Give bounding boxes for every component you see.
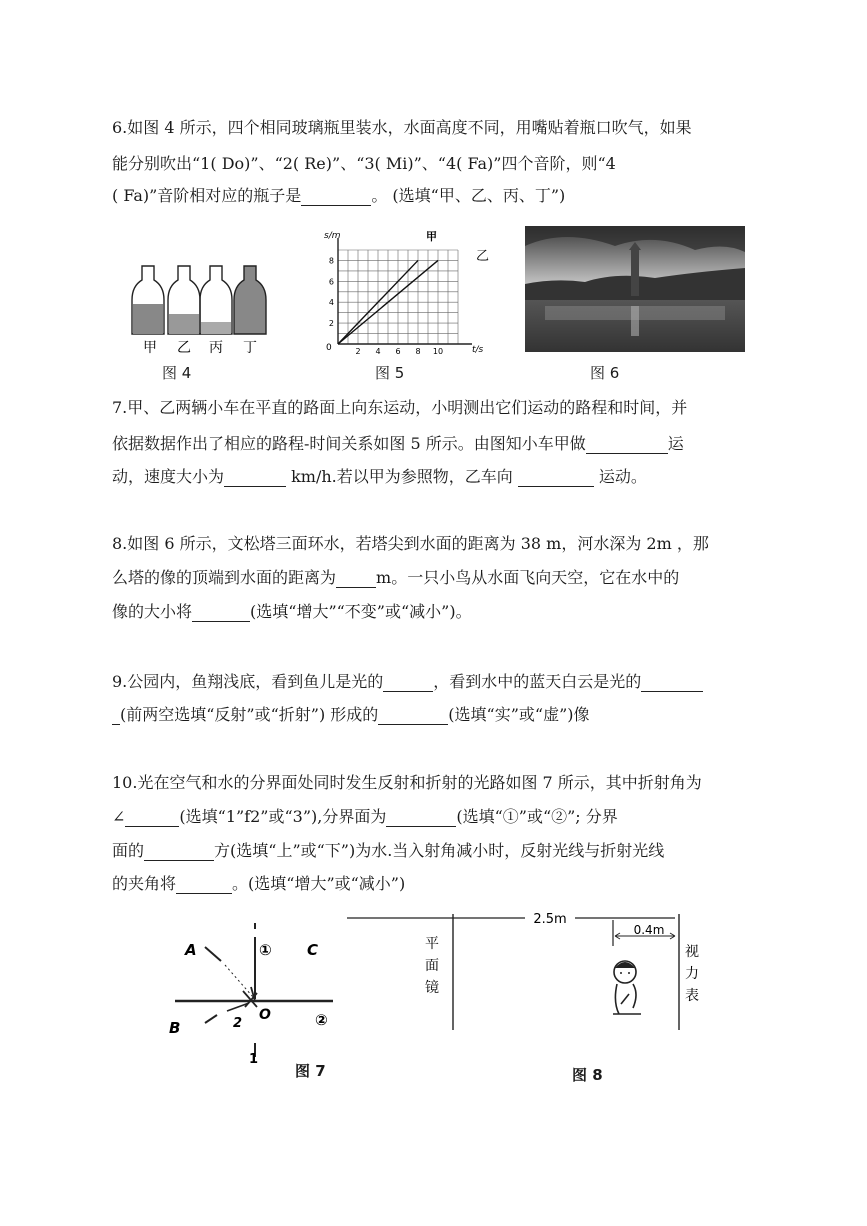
q7-text: 运动。 (593, 467, 647, 486)
q10-text: 。(选填“增大”或“减小”) (232, 874, 406, 893)
q7-answer-blank-1[interactable] (586, 437, 668, 454)
figure-8-caption: 图 8 (572, 1066, 603, 1084)
mirror-label-char: 镜 (425, 980, 439, 996)
q7-text: 依据数据作出了相应的路程-时间关系如图 5 所示。由图知小车甲做 (112, 434, 586, 453)
q9-text: (选填“实”或“虚”)像 (448, 705, 590, 724)
q9-answer-blank-2-cont[interactable] (112, 708, 120, 725)
bottle-yi (168, 266, 200, 334)
series-label-yi: 乙 (476, 249, 490, 264)
q10-answer-blank-2[interactable] (386, 810, 456, 827)
q8-text: 像的大小将 (112, 602, 193, 621)
dist-total-label: 2.5m (533, 912, 567, 927)
y-tick-label: 2 (328, 319, 334, 329)
q9-answer-blank-1[interactable] (383, 675, 433, 692)
bottle-bing (200, 266, 232, 334)
q6-line-2: 能分别吹出“1( Do)”、“2( Re)”、“3( Mi)”、“4( Fa)”四个音阶，则“4 (112, 154, 616, 173)
q8-line-2 (112, 568, 679, 588)
q10-line-2 (112, 807, 618, 827)
q9-answer-blank-2[interactable] (641, 675, 703, 692)
label-circle-1: ① (259, 941, 272, 959)
q10-line-3 (112, 841, 664, 861)
bottle-label: 乙 (177, 340, 191, 356)
q7-answer-blank-2[interactable] (224, 470, 286, 487)
q8-line-3 (112, 602, 472, 622)
x-tick-label: 10 (432, 347, 444, 356)
q8-answer-blank-2[interactable] (192, 605, 250, 622)
q9-answer-blank-3[interactable] (378, 708, 448, 725)
q8-text: 么塔的像的顶端到水面的距离为 (112, 568, 337, 587)
label-angle-2: 2 (233, 1016, 243, 1031)
q6-answer-blank[interactable] (301, 189, 371, 206)
bottle-label: 丙 (209, 340, 223, 356)
figure-4-bottles (130, 262, 280, 354)
origin-label: 0 (326, 343, 332, 353)
eye-chart-label-char: 表 (685, 988, 699, 1004)
q8-line-1: 8.如图 6 所示，文松塔三面环水，若塔尖到水面的距离为 38 m，河水深为 2m ，那 (112, 534, 709, 553)
bottle-jia (132, 266, 164, 334)
q6-text: ( Fa)”音阶相对应的瓶子是 (112, 186, 302, 205)
q7-text: 运 (667, 434, 684, 453)
q7-line-3 (112, 467, 647, 487)
q9-text: ，看到水中的蓝天白云是光的 (433, 672, 642, 691)
q10-text: (选填“①”或“②”; 分界 (456, 807, 618, 826)
figure-6-photo (525, 226, 745, 352)
bottle-ding (234, 266, 266, 334)
figure-8-diagram (345, 910, 699, 1040)
figure-7-caption: 图 7 (295, 1062, 326, 1080)
q8-text: (选填“增大”“不变”或“减小”)。 (250, 602, 472, 621)
q10-text: 面的 (112, 841, 145, 860)
q7-text: km/h.若以甲为参照物，乙车向 (286, 467, 518, 486)
figure-6-caption: 图 6 (590, 364, 620, 382)
q10-text: (选填“1”f2”或“3”),分界面为 (179, 807, 387, 826)
y-tick-label: 6 (328, 277, 334, 287)
x-axis-label: t/s (472, 345, 484, 355)
y-axis-label: s/m (324, 231, 341, 241)
q6-text: 。 (选填“甲、乙、丙、丁”) (371, 186, 566, 205)
q7-answer-blank-3[interactable] (518, 470, 594, 487)
eye-chart-label-char: 视 (685, 944, 699, 960)
figure-5-chart (322, 226, 502, 358)
person-figure (613, 961, 641, 1014)
series-label-jia: 甲 (426, 230, 437, 243)
figure-7-diagram (165, 915, 345, 1065)
q7-text: 动，速度大小为 (112, 467, 225, 486)
q8-answer-blank-1[interactable] (336, 571, 376, 588)
y-tick-label: 8 (328, 256, 334, 266)
q6-line-1: 6.如图 4 所示，四个相同玻璃瓶里装水，水面高度不同，用嘴贴着瓶口吹气，如果 (112, 118, 692, 137)
q10-answer-blank-1[interactable] (125, 810, 179, 827)
q7-line-1: 7.甲、乙两辆小车在平直的路面上向东运动，小明测出它们运动的路程和时间，并 (112, 398, 688, 417)
q10-answer-blank-4[interactable] (176, 877, 232, 894)
x-tick-label: 6 (395, 347, 401, 356)
mirror-label-char: 平 (425, 936, 439, 952)
q10-text: 方(选填“上”或“下”)为水.当入射角减小时，反射光线与折射光线 (214, 841, 665, 860)
figure-5-caption: 图 5 (375, 364, 405, 382)
q10-text: ∠ (112, 807, 126, 826)
chart-grid (338, 250, 458, 344)
y-tick-label: 4 (328, 298, 334, 308)
mirror-label-char: 面 (425, 958, 439, 974)
bottle-label: 丁 (243, 340, 257, 356)
label-a: A (185, 941, 197, 959)
label-c: C (307, 941, 319, 959)
ray-a (205, 947, 221, 961)
q8-text: m。一只小鸟从水面飞向天空，它在水中的 (376, 568, 680, 587)
q10-text: 的夹角将 (112, 874, 177, 893)
q10-line-1: 10.光在空气和水的分界面处同时发生反射和折射的光路如图 7 所示，其中折射角为 (112, 773, 702, 792)
x-tick-label: 8 (415, 347, 421, 356)
bottle-label: 甲 (143, 340, 157, 356)
x-tick-label: 2 (355, 347, 361, 356)
q7-line-2 (112, 434, 684, 454)
ray-b (205, 1015, 217, 1023)
q6-line-3 (112, 186, 565, 206)
label-circle-2: ② (315, 1011, 328, 1029)
q9-text: (前两空选填“反射”或“折射”) 形成的 (120, 705, 379, 724)
label-b: B (169, 1019, 181, 1037)
label-angle-1: 1 (249, 1052, 259, 1067)
q9-text: 9.公园内，鱼翔浅底，看到鱼儿是光的 (112, 672, 384, 691)
q10-answer-blank-3[interactable] (144, 844, 214, 861)
eye-chart-label-char: 力 (685, 966, 699, 982)
x-tick-label: 4 (375, 347, 381, 356)
ray-a-dotted (225, 965, 253, 997)
q10-line-4 (112, 874, 405, 894)
figure-4-caption: 图 4 (162, 364, 192, 382)
q9-line-1 (112, 672, 703, 692)
q9-line-2 (112, 705, 590, 725)
dist-person-label: 0.4m (633, 923, 665, 937)
label-o: O (259, 1007, 271, 1023)
